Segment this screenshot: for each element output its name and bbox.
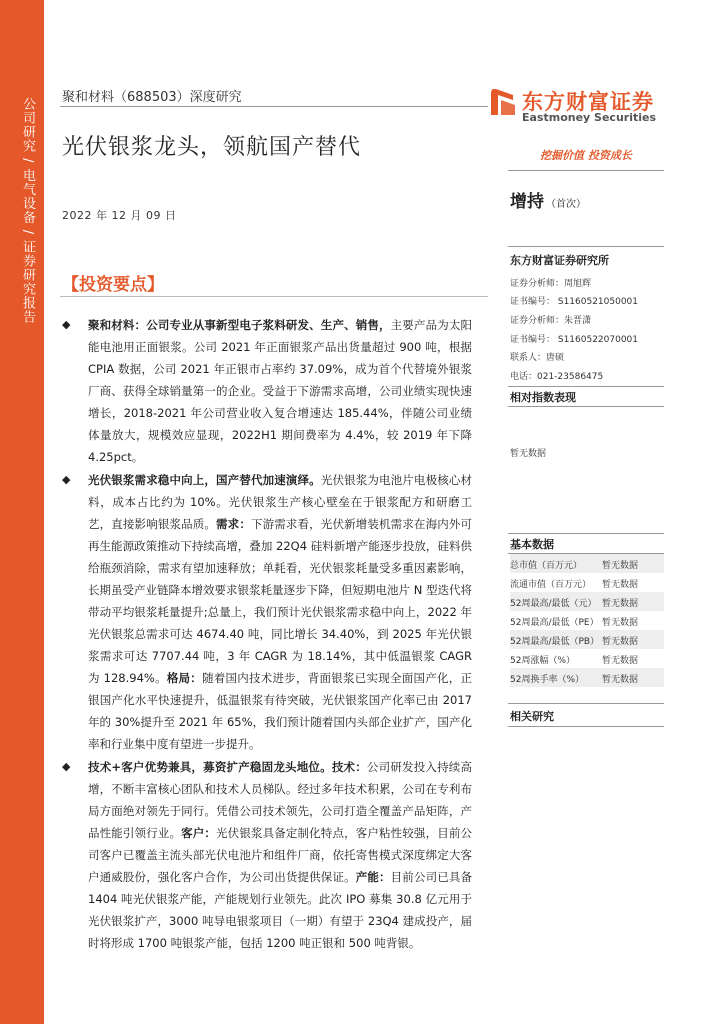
- bullet-subhead: 格局：: [166, 671, 203, 685]
- rating-divider: [508, 246, 664, 247]
- basic-data-value: 暂无数据: [602, 637, 639, 647]
- basic-data-row: [510, 668, 664, 687]
- basic-data-label: 52周最高/最低（元）: [510, 599, 597, 609]
- basic-data-row: [510, 592, 664, 611]
- brand-slogan: 挖掘价值 投资成长: [540, 149, 632, 162]
- basic-data-top-divider: [508, 533, 664, 534]
- summary-bullet: [62, 469, 472, 755]
- section-heading: 【投资要点】: [62, 275, 164, 295]
- bullet-text: 目前公司已具备 1404 吨光伏银浆产能，产能规划行业领先。此次 IPO 募集 30.8 亿元用于光伏银浆扩产，3000 吨导电银浆项目（一期）有望于 23Q4 建成投产，届时将形成 1700 吨银浆产能，包括 1200 吨正银和 500 吨背银。: [88, 870, 472, 950]
- bullet-text: 随着国内技术进步，背面银浆已实现全面国产化，正银国产化水平快速提升，低温银浆有待突破，光伏银浆国产化率已由 2017 年的 30%提升至 2021 年 65%，我们预计随着国内头部企业扩产，国产化率和行业集中度有望进一步提升。: [88, 671, 473, 751]
- stock-code-line: 聚和材料（688503）深度研究: [62, 90, 242, 105]
- analyst-cert-2: 证书编号： S1160522070001: [510, 335, 639, 345]
- rating: [510, 187, 586, 212]
- bullet-subhead: 客户：: [181, 826, 217, 840]
- institute-divider: [508, 386, 664, 387]
- bullet-subhead: 技术：: [331, 760, 367, 774]
- summary-list: [62, 314, 472, 955]
- analyst-name-1: 证券分析师：周旭辉: [510, 279, 592, 289]
- slogan-divider: [508, 170, 664, 171]
- summary-bullet: [62, 756, 472, 954]
- basic-data-value: 暂无数据: [602, 580, 639, 590]
- section-divider: [60, 296, 488, 297]
- index-performance-title: 相对指数表现: [510, 391, 576, 404]
- contact-name: 联系人：唐硕: [510, 353, 565, 363]
- bullet-text: 光伏银浆具备定制化特点，客户粘性较强，目前公司客户已覆盖主流头部光伏电池片和组件厂商，依托寄售模式深度绑定大客户通威股份，强化客户合作，为公司出货提供保证。: [88, 826, 472, 884]
- bullet-subhead: 产能：: [355, 870, 391, 884]
- basic-data-label: 流通市值（百万元）: [510, 580, 592, 590]
- basic-data-value: 暂无数据: [602, 618, 639, 628]
- bullet-text: 下游需求看，光伏新增装机需求在海内外可再生能源政策推动下持续高增，叠加 22Q4 硅料新增产能逐步投放，硅料供给瓶颈消除，需求有望加速释放；单耗看，光伏银浆耗量受多重因素影响，长期虽受产业链降本增效要求银浆耗量逐步下降，但短期电池片 N 型迭代将带动平均银浆耗量提升;总量上，我们预计光伏银浆需求稳中向上，2022 年光伏银浆总需求可达 4674.40 吨，同比增长 34.40%，到 2025 年光伏银浆需求可达 7707.44 吨，3 年 CAGR 为 18.14%，其中低温银浆 CAGR 为 128.94%。: [88, 517, 472, 685]
- basic-data-row: [510, 649, 664, 668]
- basic-data-label: 52周换手率（%）: [510, 675, 585, 685]
- basic-data-value: 暂无数据: [602, 561, 639, 571]
- header-divider: [60, 106, 488, 107]
- bullet-text: 光伏银浆为电池片电极核心材料，成本占比约为 10%。光伏银浆生产核心壁垒在于银浆配方和研磨工艺，直接影响银浆品质。: [88, 473, 472, 531]
- related-research-title: 相关研究: [510, 710, 554, 723]
- sidebar-category-label: 公司研究 / 电气设备 / 证券研究报告: [20, 97, 35, 325]
- index-performance-divider: [508, 406, 664, 407]
- basic-data-label: 52周最高/最低（PB）: [510, 637, 600, 647]
- brand-name-en: Eastmoney Securities: [522, 111, 657, 124]
- basic-data-row: [510, 611, 664, 630]
- bullet-text: 公司研发投入持续高增，不断丰富核心团队和技术人员梯队。经过多年技术积累，公司在专利布局方面绝对领先于同行。凭借公司技术领先，公司打造全覆盖产品矩阵，产品性能引领行业。: [88, 760, 473, 840]
- brand-logo: [486, 85, 666, 127]
- brand-name-cn: 东方财富证券: [522, 90, 654, 114]
- page-title: 光伏银浆龙头，领航国产替代: [62, 135, 362, 160]
- bullet-diamond-icon: ◆: [62, 318, 71, 331]
- contact-phone: 电话：021-23586475: [510, 372, 604, 382]
- brand-mark-icon: [486, 85, 520, 119]
- related-top-divider: [508, 703, 664, 704]
- analyst-name-2: 证券分析师：朱晋潇: [510, 316, 592, 326]
- summary-bullet: [62, 314, 472, 468]
- analyst-cert-1: 证书编号： S1160521050001: [510, 297, 639, 307]
- bullet-text: 主要产品为太阳能电池用正面银浆。公司 2021 年正面银浆产品出货量超过 900 吨，根据 CPIA 数据，公司 2021 年正银市占率约 37.09%，成为首个代替境外银浆厂商、获得全球销量第一的企业。受益于下游需求高增，公司业绩实现快速增长，2018-2021 年公司营业收入复合增速达 185.44%，伴随公司业绩体量放大，规模效应显现，2022H1 期间费率为 4.4%，较 2019 年下降 4.25pct。: [88, 318, 472, 464]
- rating-value: 增持: [510, 192, 544, 212]
- basic-data-label: 52周涨幅（%）: [510, 656, 576, 666]
- related-divider: [508, 726, 664, 727]
- index-performance-placeholder: 暂无数据: [510, 449, 547, 459]
- basic-data-row: [510, 573, 664, 592]
- basic-data-label: 52周最高/最低（PE）: [510, 618, 599, 628]
- bullet-lead: 聚和材料：公司专业从事新型电子浆料研发、生产、销售，: [88, 318, 391, 332]
- basic-data-row: [510, 554, 664, 573]
- bullet-diamond-icon: ◆: [62, 473, 71, 486]
- sidebar-band: [0, 0, 44, 1024]
- institute-title: 东方财富证券研究所: [510, 254, 609, 267]
- bullet-diamond-icon: ◆: [62, 760, 71, 773]
- basic-data-value: 暂无数据: [602, 675, 639, 685]
- basic-data-title: 基本数据: [510, 538, 554, 551]
- report-date: 2022 年 12 月 09 日: [62, 209, 177, 222]
- bullet-lead: 光伏银浆需求稳中向上，国产替代加速演绎。: [88, 473, 321, 487]
- basic-data-value: 暂无数据: [602, 656, 639, 666]
- bullet-subhead: 需求：: [216, 517, 251, 531]
- bullet-lead: 技术+客户优势兼具，募资扩产稳固龙头地位。: [88, 760, 332, 774]
- basic-data-label: 总市值（百万元）: [510, 561, 583, 571]
- basic-data-row: [510, 630, 664, 649]
- rating-note: （首次）: [546, 199, 586, 210]
- basic-data-value: 暂无数据: [602, 599, 639, 609]
